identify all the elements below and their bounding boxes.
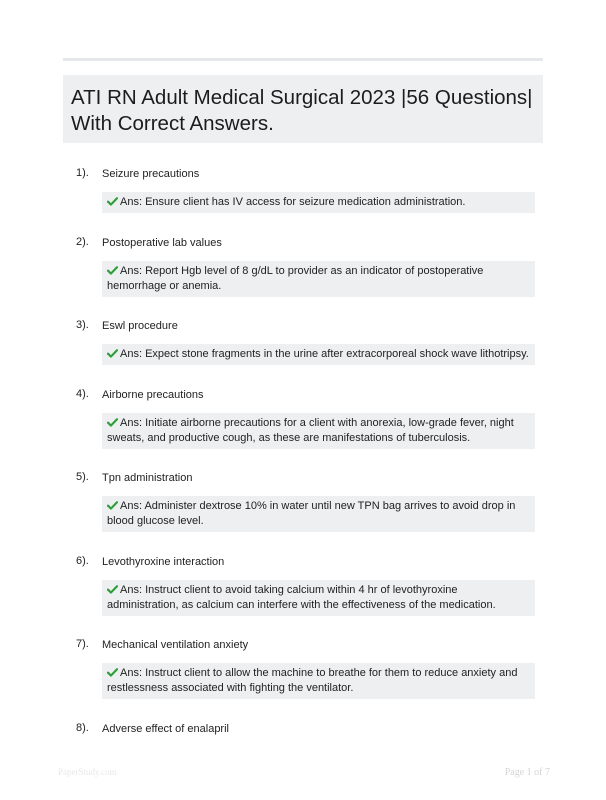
question-text: Levothyroxine interaction <box>102 556 225 568</box>
answer-text: Instruct client to allow the machine to breathe for them to reduce anxiety and restlessness associated with fighting the ventilator. <box>107 667 518 694</box>
answer-prefix: Ans: <box>120 196 146 208</box>
answer-prefix: Ans: <box>120 500 145 512</box>
checkmark-icon <box>107 585 118 594</box>
checkmark-icon <box>107 266 118 275</box>
answer-box <box>102 344 535 365</box>
checkmark-icon <box>107 501 118 510</box>
question-number: 7). <box>76 638 89 650</box>
answer-box <box>102 580 535 616</box>
checkmark-icon <box>107 197 118 206</box>
question-number: 5). <box>76 471 89 483</box>
answer-prefix: Ans: <box>120 584 146 596</box>
footer-watermark: PaperStudy.com <box>58 767 117 777</box>
answer-text: Report Hgb level of 8 g/dL to provider as an indicator of postoperative hemorrhage or anemia. <box>107 265 484 292</box>
answer-box <box>102 261 535 297</box>
answer-box <box>102 192 535 213</box>
answer-prefix: Ans: <box>120 667 146 679</box>
answer-box <box>102 413 535 449</box>
checkmark-icon <box>107 349 118 358</box>
answer-box <box>102 663 535 699</box>
top-divider <box>63 58 543 61</box>
question-number: 4). <box>76 388 89 400</box>
answer-text: Instruct client to avoid taking calcium within 4 hr of levothyroxine administration, as calcium can interfere with the effectiveness of the medication. <box>107 584 496 611</box>
answer-prefix: Ans: <box>120 265 146 277</box>
page-title: ATI RN Adult Medical Surgical 2023 |56 Questions| With Correct Answers. <box>71 86 533 135</box>
question-text: Tpn administration <box>102 472 193 484</box>
checkmark-icon <box>107 418 118 427</box>
answer-box <box>102 496 535 532</box>
question-text: Eswl procedure <box>102 320 178 332</box>
question-text: Adverse effect of enalapril <box>102 723 229 735</box>
page-number: Page 1 of 7 <box>504 767 550 778</box>
question-number: 8). <box>76 722 89 734</box>
question-text: Postoperative lab values <box>102 237 222 249</box>
question-number: 1). <box>76 167 89 179</box>
title-box <box>63 75 543 143</box>
question-number: 6). <box>76 555 89 567</box>
question-text: Airborne precautions <box>102 389 204 401</box>
question-text: Mechanical ventilation anxiety <box>102 639 249 651</box>
question-text: Seizure precautions <box>102 168 200 180</box>
question-number: 3). <box>76 319 89 331</box>
answer-text: Ensure client has IV access for seizure medication administration. <box>145 196 466 208</box>
answer-text: Initiate airborne precautions for a client with anorexia, low-grade fever, night sweats, and productive cough, as these are manifestations of tuberculosis. <box>107 417 514 444</box>
question-number: 2). <box>76 236 89 248</box>
answer-text: Administer dextrose 10% in water until new TPN bag arrives to avoid drop in blood glucose level. <box>107 500 516 527</box>
answer-text: Expect stone fragments in the urine after extracorporeal shock wave lithotripsy. <box>145 348 529 360</box>
answer-prefix: Ans: <box>120 348 146 360</box>
checkmark-icon <box>107 668 118 677</box>
answer-prefix: Ans: <box>120 417 146 429</box>
